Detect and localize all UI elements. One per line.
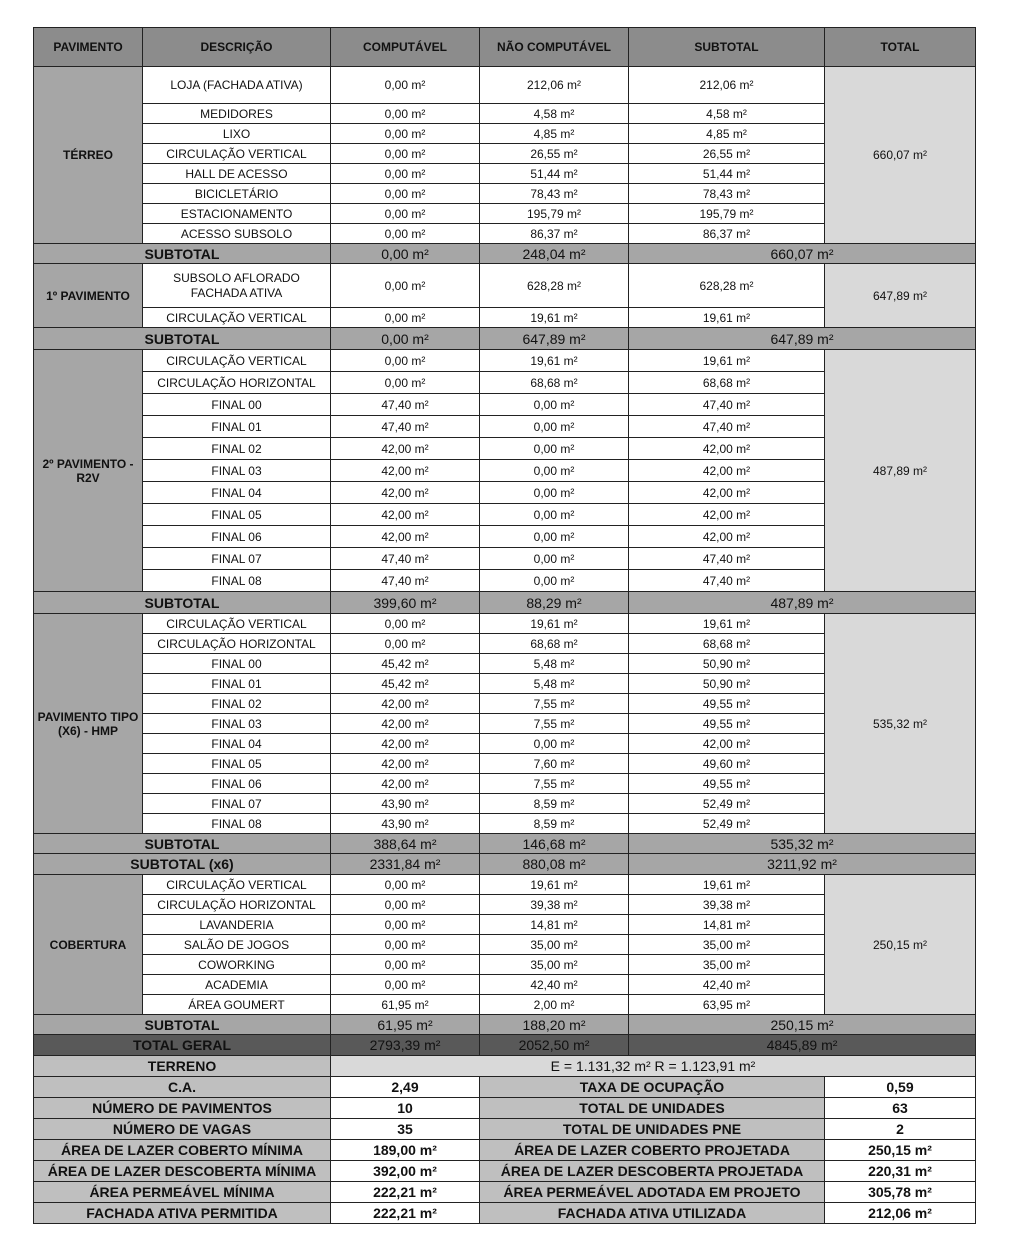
row-descricao: CIRCULAÇÃO HORIZONTAL [143, 372, 331, 394]
subtotal-row [34, 834, 976, 854]
row-subtotal: 49,55 m² [629, 694, 825, 714]
subtotal-computavel: 2331,84 m² [331, 854, 480, 875]
summary-row [34, 1203, 976, 1224]
row-subtotal: 47,40 m² [629, 570, 825, 592]
summary-label: TAXA DE OCUPAÇÃO [480, 1077, 825, 1098]
row-nao-computavel: 0,00 m² [480, 734, 629, 754]
summary-row [34, 1182, 976, 1203]
subtotal-nao-computavel: 248,04 m² [480, 244, 629, 264]
row-computavel: 0,00 m² [331, 915, 480, 935]
row-subtotal: 51,44 m² [629, 164, 825, 184]
row-descricao: FINAL 03 [143, 460, 331, 482]
row-subtotal: 195,79 m² [629, 204, 825, 224]
subtotal-label: SUBTOTAL [34, 328, 331, 350]
summary-label: TOTAL DE UNIDADES PNE [480, 1119, 825, 1140]
row-computavel: 42,00 m² [331, 504, 480, 526]
row-descricao: FINAL 02 [143, 694, 331, 714]
table-row [34, 264, 976, 308]
row-descricao: CIRCULAÇÃO VERTICAL [143, 308, 331, 328]
summary-label: ÁREA PERMEÁVEL MÍNIMA [34, 1182, 331, 1203]
row-descricao: FINAL 05 [143, 504, 331, 526]
summary-value: 2 [825, 1119, 976, 1140]
row-nao-computavel: 0,00 m² [480, 504, 629, 526]
row-descricao: CIRCULAÇÃO VERTICAL [143, 350, 331, 372]
row-subtotal: 50,90 m² [629, 674, 825, 694]
row-subtotal: 50,90 m² [629, 654, 825, 674]
row-subtotal: 628,28 m² [629, 264, 825, 308]
subtotal-total: 535,32 m² [629, 834, 976, 854]
row-nao-computavel: 51,44 m² [480, 164, 629, 184]
summary-value: 250,15 m² [825, 1140, 976, 1161]
subtotal-computavel: 0,00 m² [331, 328, 480, 350]
pavimento-label: 2º PAVIMENTO - R2V [34, 350, 143, 592]
subtotal-row [34, 328, 976, 350]
row-descricao: ACADEMIA [143, 975, 331, 995]
row-subtotal: 4,58 m² [629, 104, 825, 124]
row-computavel: 0,00 m² [331, 614, 480, 634]
row-descricao: FINAL 06 [143, 774, 331, 794]
row-nao-computavel: 4,85 m² [480, 124, 629, 144]
table-row [34, 67, 976, 104]
row-nao-computavel: 7,55 m² [480, 694, 629, 714]
row-computavel: 0,00 m² [331, 104, 480, 124]
row-computavel: 43,90 m² [331, 794, 480, 814]
header-row [34, 28, 976, 67]
row-computavel: 0,00 m² [331, 184, 480, 204]
row-nao-computavel: 19,61 m² [480, 308, 629, 328]
row-computavel: 42,00 m² [331, 438, 480, 460]
row-nao-computavel: 8,59 m² [480, 814, 629, 834]
pavimento-total: 660,07 m² [825, 67, 976, 244]
row-subtotal: 68,68 m² [629, 372, 825, 394]
row-nao-computavel: 35,00 m² [480, 955, 629, 975]
row-nao-computavel: 19,61 m² [480, 614, 629, 634]
row-descricao: FINAL 01 [143, 674, 331, 694]
row-descricao: FINAL 08 [143, 814, 331, 834]
row-descricao: FINAL 03 [143, 714, 331, 734]
row-computavel: 42,00 m² [331, 774, 480, 794]
row-descricao: LOJA (FACHADA ATIVA) [143, 67, 331, 104]
row-computavel: 0,00 m² [331, 164, 480, 184]
row-descricao: SUBSOLO AFLORADO FACHADA ATIVA [143, 264, 331, 308]
row-subtotal: 86,37 m² [629, 224, 825, 244]
row-subtotal: 63,95 m² [629, 995, 825, 1015]
total-geral-label: TOTAL GERAL [34, 1035, 331, 1056]
row-computavel: 47,40 m² [331, 394, 480, 416]
row-nao-computavel: 2,00 m² [480, 995, 629, 1015]
summary-label: ÁREA DE LAZER COBERTO PROJETADA [480, 1140, 825, 1161]
row-computavel: 0,00 m² [331, 144, 480, 164]
summary-label: C.A. [34, 1077, 331, 1098]
row-nao-computavel: 42,40 m² [480, 975, 629, 995]
row-descricao: CIRCULAÇÃO VERTICAL [143, 614, 331, 634]
row-descricao: ÁREA GOUMERT [143, 995, 331, 1015]
row-computavel: 0,00 m² [331, 204, 480, 224]
row-descricao: FINAL 01 [143, 416, 331, 438]
row-computavel: 0,00 m² [331, 634, 480, 654]
row-descricao: FINAL 04 [143, 734, 331, 754]
summary-value: 2,49 [331, 1077, 480, 1098]
row-descricao: BICICLETÁRIO [143, 184, 331, 204]
row-subtotal: 42,00 m² [629, 438, 825, 460]
row-subtotal: 26,55 m² [629, 144, 825, 164]
row-subtotal: 47,40 m² [629, 548, 825, 570]
row-descricao: LAVANDERIA [143, 915, 331, 935]
summary-value: 10 [331, 1098, 480, 1119]
subtotal-nao-computavel: 88,29 m² [480, 592, 629, 614]
row-subtotal: 39,38 m² [629, 895, 825, 915]
header-computavel: COMPUTÁVEL [331, 28, 480, 67]
row-computavel: 42,00 m² [331, 754, 480, 774]
row-computavel: 47,40 m² [331, 548, 480, 570]
row-nao-computavel: 7,60 m² [480, 754, 629, 774]
summary-row [34, 1077, 976, 1098]
row-computavel: 42,00 m² [331, 694, 480, 714]
summary-label: ÁREA DE LAZER COBERTO MÍNIMA [34, 1140, 331, 1161]
row-descricao: FINAL 05 [143, 754, 331, 774]
pavimento-total: 535,32 m² [825, 614, 976, 834]
summary-value: 63 [825, 1098, 976, 1119]
row-nao-computavel: 195,79 m² [480, 204, 629, 224]
area-table [33, 27, 976, 1224]
summary-label: FACHADA ATIVA UTILIZADA [480, 1203, 825, 1224]
row-nao-computavel: 39,38 m² [480, 895, 629, 915]
pavimento-total: 487,89 m² [825, 350, 976, 592]
row-descricao: FINAL 06 [143, 526, 331, 548]
summary-value: 0,59 [825, 1077, 976, 1098]
row-computavel: 45,42 m² [331, 674, 480, 694]
row-nao-computavel: 0,00 m² [480, 570, 629, 592]
row-computavel: 45,42 m² [331, 654, 480, 674]
row-computavel: 0,00 m² [331, 935, 480, 955]
total-geral-nao-computavel: 2052,50 m² [480, 1035, 629, 1056]
row-subtotal: 47,40 m² [629, 394, 825, 416]
summary-label: ÁREA DE LAZER DESCOBERTA MÍNIMA [34, 1161, 331, 1182]
subtotal-total: 250,15 m² [629, 1015, 976, 1035]
row-subtotal: 42,00 m² [629, 526, 825, 548]
row-nao-computavel: 4,58 m² [480, 104, 629, 124]
row-computavel: 0,00 m² [331, 350, 480, 372]
row-computavel: 0,00 m² [331, 124, 480, 144]
row-subtotal: 35,00 m² [629, 955, 825, 975]
summary-label: ÁREA PERMEÁVEL ADOTADA EM PROJETO [480, 1182, 825, 1203]
row-computavel: 47,40 m² [331, 570, 480, 592]
subtotal-label: SUBTOTAL [34, 592, 331, 614]
row-descricao: MEDIDORES [143, 104, 331, 124]
row-subtotal: 42,00 m² [629, 460, 825, 482]
row-computavel: 0,00 m² [331, 224, 480, 244]
row-nao-computavel: 8,59 m² [480, 794, 629, 814]
row-computavel: 61,95 m² [331, 995, 480, 1015]
row-subtotal: 42,40 m² [629, 975, 825, 995]
subtotal-row [34, 592, 976, 614]
row-descricao: FINAL 08 [143, 570, 331, 592]
subtotal-row [34, 1015, 976, 1035]
row-descricao: LIXO [143, 124, 331, 144]
row-computavel: 0,00 m² [331, 895, 480, 915]
row-nao-computavel: 68,68 m² [480, 634, 629, 654]
row-subtotal: 49,60 m² [629, 754, 825, 774]
row-descricao: FINAL 00 [143, 654, 331, 674]
row-nao-computavel: 628,28 m² [480, 264, 629, 308]
summary-row [34, 1119, 976, 1140]
row-subtotal: 42,00 m² [629, 734, 825, 754]
row-subtotal: 47,40 m² [629, 416, 825, 438]
row-nao-computavel: 86,37 m² [480, 224, 629, 244]
row-nao-computavel: 26,55 m² [480, 144, 629, 164]
row-computavel: 0,00 m² [331, 308, 480, 328]
total-geral-computavel: 2793,39 m² [331, 1035, 480, 1056]
subtotal-total: 487,89 m² [629, 592, 976, 614]
summary-value: 189,00 m² [331, 1140, 480, 1161]
row-descricao: FINAL 04 [143, 482, 331, 504]
summary-label: NÚMERO DE PAVIMENTOS [34, 1098, 331, 1119]
subtotal-row [34, 244, 976, 264]
row-nao-computavel: 0,00 m² [480, 548, 629, 570]
header-pavimento: PAVIMENTO [34, 28, 143, 67]
row-nao-computavel: 212,06 m² [480, 67, 629, 104]
table-body [34, 67, 976, 1056]
row-descricao: FINAL 07 [143, 548, 331, 570]
summary-value: 222,21 m² [331, 1203, 480, 1224]
row-descricao: FINAL 02 [143, 438, 331, 460]
row-subtotal: 4,85 m² [629, 124, 825, 144]
subtotal-total: 647,89 m² [629, 328, 976, 350]
row-computavel: 0,00 m² [331, 975, 480, 995]
subtotal-computavel: 0,00 m² [331, 244, 480, 264]
subtotal-nao-computavel: 188,20 m² [480, 1015, 629, 1035]
subtotal-x6-row [34, 854, 976, 875]
row-descricao: CIRCULAÇÃO VERTICAL [143, 875, 331, 895]
row-descricao: FINAL 00 [143, 394, 331, 416]
row-nao-computavel: 78,43 m² [480, 184, 629, 204]
row-subtotal: 19,61 m² [629, 308, 825, 328]
row-nao-computavel: 5,48 m² [480, 654, 629, 674]
row-subtotal: 42,00 m² [629, 482, 825, 504]
row-computavel: 42,00 m² [331, 734, 480, 754]
table-row [34, 614, 976, 634]
row-nao-computavel: 68,68 m² [480, 372, 629, 394]
row-nao-computavel: 0,00 m² [480, 438, 629, 460]
row-computavel: 43,90 m² [331, 814, 480, 834]
pavimento-total: 647,89 m² [825, 264, 976, 328]
subtotal-computavel: 388,64 m² [331, 834, 480, 854]
header-descricao: DESCRIÇÃO [143, 28, 331, 67]
subtotal-total: 660,07 m² [629, 244, 976, 264]
subtotal-total: 3211,92 m² [629, 854, 976, 875]
terreno-label: TERRENO [34, 1056, 331, 1077]
pavimento-label: 1º PAVIMENTO [34, 264, 143, 328]
row-subtotal: 52,49 m² [629, 814, 825, 834]
summary-row [34, 1140, 976, 1161]
subtotal-nao-computavel: 880,08 m² [480, 854, 629, 875]
row-nao-computavel: 0,00 m² [480, 482, 629, 504]
row-nao-computavel: 7,55 m² [480, 714, 629, 734]
row-subtotal: 19,61 m² [629, 614, 825, 634]
row-computavel: 0,00 m² [331, 875, 480, 895]
subtotal-label: SUBTOTAL [34, 244, 331, 264]
header-subtotal: SUBTOTAL [629, 28, 825, 67]
subtotal-computavel: 399,60 m² [331, 592, 480, 614]
row-nao-computavel: 19,61 m² [480, 350, 629, 372]
summary-label: FACHADA ATIVA PERMITIDA [34, 1203, 331, 1224]
summary-value: 212,06 m² [825, 1203, 976, 1224]
row-subtotal: 14,81 m² [629, 915, 825, 935]
row-nao-computavel: 0,00 m² [480, 416, 629, 438]
table-row [34, 875, 976, 895]
row-subtotal: 19,61 m² [629, 350, 825, 372]
row-nao-computavel: 35,00 m² [480, 935, 629, 955]
total-geral-total: 4845,89 m² [629, 1035, 976, 1056]
row-computavel: 42,00 m² [331, 714, 480, 734]
row-descricao: CIRCULAÇÃO HORIZONTAL [143, 895, 331, 915]
summary-label: TOTAL DE UNIDADES [480, 1098, 825, 1119]
pavimento-label: PAVIMENTO TIPO (X6) - HMP [34, 614, 143, 834]
summary-value: 222,21 m² [331, 1182, 480, 1203]
row-subtotal: 49,55 m² [629, 714, 825, 734]
row-subtotal: 42,00 m² [629, 504, 825, 526]
row-nao-computavel: 5,48 m² [480, 674, 629, 694]
pavimento-total: 250,15 m² [825, 875, 976, 1015]
row-subtotal: 35,00 m² [629, 935, 825, 955]
summary-row [34, 1161, 976, 1182]
terreno-row [34, 1056, 976, 1077]
row-computavel: 0,00 m² [331, 264, 480, 308]
header-nao-computavel: NÃO COMPUTÁVEL [480, 28, 629, 67]
row-computavel: 47,40 m² [331, 416, 480, 438]
subtotal-label: SUBTOTAL [34, 834, 331, 854]
row-nao-computavel: 0,00 m² [480, 394, 629, 416]
row-subtotal: 68,68 m² [629, 634, 825, 654]
row-descricao: ACESSO SUBSOLO [143, 224, 331, 244]
row-subtotal: 52,49 m² [629, 794, 825, 814]
row-subtotal: 212,06 m² [629, 67, 825, 104]
row-descricao: ESTACIONAMENTO [143, 204, 331, 224]
pavimento-label: TÉRREO [34, 67, 143, 244]
row-descricao: CIRCULAÇÃO VERTICAL [143, 144, 331, 164]
summary-value: 220,31 m² [825, 1161, 976, 1182]
total-geral-row [34, 1035, 976, 1056]
summary-label: NÚMERO DE VAGAS [34, 1119, 331, 1140]
row-nao-computavel: 0,00 m² [480, 460, 629, 482]
subtotal-label: SUBTOTAL [34, 1015, 331, 1035]
row-subtotal: 78,43 m² [629, 184, 825, 204]
row-computavel: 0,00 m² [331, 955, 480, 975]
row-subtotal: 19,61 m² [629, 875, 825, 895]
summary-value: 392,00 m² [331, 1161, 480, 1182]
header-total: TOTAL [825, 28, 976, 67]
row-descricao: FINAL 07 [143, 794, 331, 814]
summary-row [34, 1098, 976, 1119]
row-descricao: CIRCULAÇÃO HORIZONTAL [143, 634, 331, 654]
row-computavel: 42,00 m² [331, 482, 480, 504]
row-nao-computavel: 14,81 m² [480, 915, 629, 935]
row-descricao: COWORKING [143, 955, 331, 975]
pavimento-label: COBERTURA [34, 875, 143, 1015]
row-computavel: 0,00 m² [331, 372, 480, 394]
row-nao-computavel: 0,00 m² [480, 526, 629, 548]
subtotal-nao-computavel: 647,89 m² [480, 328, 629, 350]
terreno-value: E = 1.131,32 m² R = 1.123,91 m² [331, 1056, 976, 1077]
table-row [34, 350, 976, 372]
row-nao-computavel: 7,55 m² [480, 774, 629, 794]
row-nao-computavel: 19,61 m² [480, 875, 629, 895]
summary-value: 305,78 m² [825, 1182, 976, 1203]
row-computavel: 42,00 m² [331, 526, 480, 548]
summary-value: 35 [331, 1119, 480, 1140]
row-descricao: SALÃO DE JOGOS [143, 935, 331, 955]
row-computavel: 42,00 m² [331, 460, 480, 482]
row-descricao: HALL DE ACESSO [143, 164, 331, 184]
subtotal-nao-computavel: 146,68 m² [480, 834, 629, 854]
row-subtotal: 49,55 m² [629, 774, 825, 794]
row-computavel: 0,00 m² [331, 67, 480, 104]
summary-section [34, 1056, 976, 1224]
subtotal-computavel: 61,95 m² [331, 1015, 480, 1035]
subtotal-label: SUBTOTAL (x6) [34, 854, 331, 875]
summary-label: ÁREA DE LAZER DESCOBERTA PROJETADA [480, 1161, 825, 1182]
